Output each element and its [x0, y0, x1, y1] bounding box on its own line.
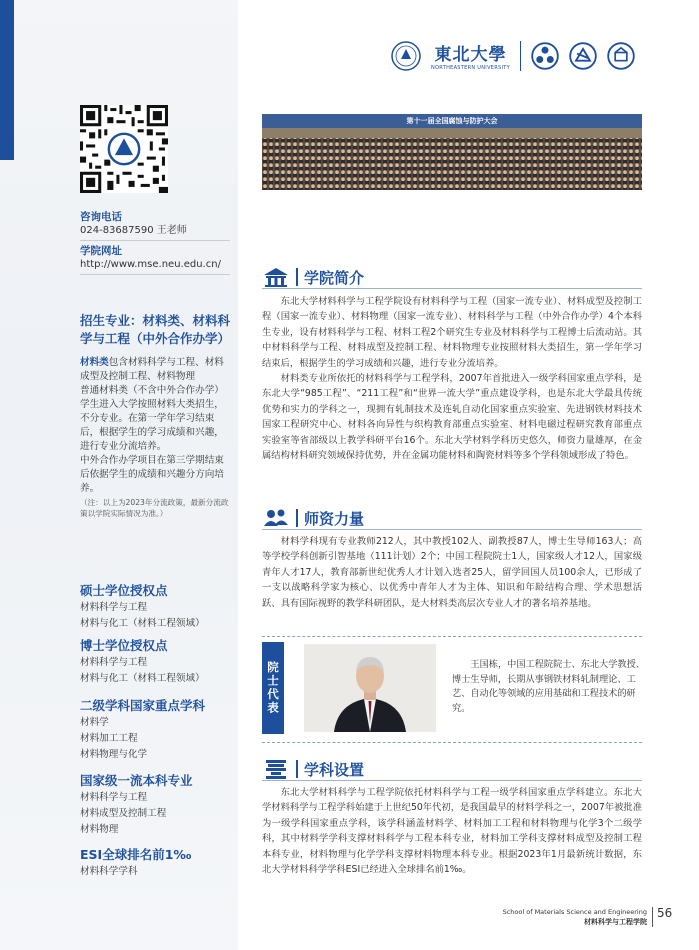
majors-lead: 材料类 — [80, 357, 109, 368]
list-item: 材料学 — [80, 717, 109, 728]
phd-section — [80, 637, 230, 687]
footer-school-cn: 材料科学与工程学院 — [584, 918, 647, 926]
first-class-section — [80, 772, 230, 838]
paragraph: 东北大学材料科学与工程学院依托材料科学与工程一级学科国家重点学科建立。东北大学材料科学与工程学科始建于上世纪50年代初，是我国最早的材料学科之一，2007年被批准为一级学科国家重点学科，该学科涵盖材料学、材料加工工程和材料物理与化学3个二级学科，其中材料学学科支撑材料科学与工程本科专业，材料加工学科支撑材料成型及控制工程本科专业，材料物理与化学学科支撑材料物理本科专业。根据2023年1月最新统计数据，东北大学材料科学学科ESI已经进入全球排名前1‰。 — [262, 787, 642, 876]
list-item: 材料物理 — [80, 824, 119, 835]
paragraph: 材料类专业所依托的材料科学与工程学科，2007年首批进入一级学科国家重点学科，是东北大学“985工程”、“211工程”和“世界一流大学”重点建设学科，也是东北大学最具传统优势和实力的学科之一，现拥有轧制技术及连轧自动化国家重点实验室、先进钢铁材料技术国家工程研究中心、材料各向异性与织构教育部重点实验室、材料电磁过程研究教育部重点实验室等省部级以上教学科研平台16个。东北大学材料学科历史悠久，师资力量雄厚，在金属结构材料研究领域保持优势，并在金属功能材料和陶瓷材料等多个学科领域形成了特色。 — [262, 373, 642, 462]
master-title: 硕士学位授权点 — [80, 583, 168, 598]
majors-text-2: 普通材料类（不含中外合作办学）学生进入大学按照材料大类招生，不分专业。在第一学年学习结束后，根据学生的学习成绩和兴趣，进行专业分流培养。 — [80, 385, 224, 452]
majors-text — [80, 356, 230, 384]
university-logo — [431, 40, 510, 71]
list-item: 材料科学学科 — [80, 866, 138, 877]
majors-text-3: 中外合作办学项目在第三学期结束后依据学生的成绩和兴趣分方向培养。 — [80, 455, 224, 494]
crest-logo-icon — [607, 42, 635, 70]
site-label: 学院网址 — [80, 245, 122, 257]
group-photo — [262, 114, 642, 190]
intro-heading — [262, 266, 364, 288]
university-name-en: NORTHEASTERN UNIVERSITY — [431, 65, 510, 71]
divider — [80, 274, 230, 275]
footer-school-en: School of Materials Science and Engineering — [502, 908, 647, 916]
divider — [80, 240, 230, 241]
discipline-heading — [262, 758, 364, 780]
esi-section — [80, 846, 230, 880]
heading-bar — [296, 509, 298, 527]
majors-note: （注：以上为2023年分流政策，最新分流政策以学院实际情况为准。） — [80, 498, 229, 518]
list-item: 材料物理与化学 — [80, 749, 148, 760]
list-item: 材料与化工（材料工程领域） — [80, 618, 205, 629]
academician-label: 院士代表 — [262, 642, 284, 734]
divider — [262, 636, 642, 637]
discipline-body — [262, 785, 642, 877]
divider — [262, 780, 642, 781]
university-name-cn: 東北大學 — [434, 45, 507, 65]
podium-icon — [262, 758, 290, 780]
academician-bio — [452, 658, 648, 716]
contact-block — [80, 210, 230, 278]
academician-portrait — [304, 644, 436, 732]
master-section — [80, 582, 230, 632]
school-building-icon — [262, 266, 290, 288]
paragraph: 东北大学材料科学与工程学院设有材料科学与工程（国家一流专业）、材料成型及控制工程（国家一流专业）、材料物理（国家一流专业）、材料科学与工程（中外合作办学）4个本科生专业，设有材料科学与工程、材料工程2个研究生专业及材料科学与工程博士后流动站。其中材料科学与工程、材料成型及控制工程、材料物理专业按照材料大类招生，第一学年学习结束后，根据学生的学习成绩和兴趣，进行专业分流培养。 — [262, 296, 642, 369]
divider — [520, 41, 521, 71]
qr-code[interactable] — [80, 105, 168, 193]
intro-title: 学院简介 — [304, 268, 365, 287]
heading-bar — [296, 268, 298, 286]
divider — [262, 529, 642, 530]
list-item: 材料成型及控制工程 — [80, 808, 167, 819]
phd-title: 博士学位授权点 — [80, 638, 168, 653]
header-logos — [391, 40, 635, 71]
divider — [262, 742, 642, 743]
divider — [262, 288, 642, 289]
faculty-body — [262, 534, 642, 611]
list-item: 材料科学与工程 — [80, 602, 148, 613]
paragraph: 材料学科现有专业教师212人，其中教授102人、副教授87人，博士生导师163人；高等学校学科创新引智基地（111计划）2个；中国工程院院士1人，国家级人才12人，国家级青年人才17人，教育部新世纪优秀人才计划入选者25人，留学回国人员100余人，已形成了一支以战略科学家为核心、以优秀中青年人才为主体、知识和年龄结构合理、学术思想活跃、具有国际视野的教学科研团队，是大材料类高层次专业人才的著名培养基地。 — [262, 536, 642, 609]
list-item: 材料加工工程 — [80, 733, 138, 744]
list-item: 材料科学与工程 — [80, 657, 148, 668]
page-number: 56 — [657, 906, 673, 920]
phone-label: 咨询电话 — [80, 211, 122, 223]
esi-title: ESI全球排名前1‰ — [80, 847, 192, 862]
intro-body — [262, 294, 642, 463]
divider — [652, 907, 653, 927]
sidebar-accent-bar — [0, 0, 14, 160]
majors-text-1: 包含材料科学与工程、材料成型及控制工程、材料物理 — [80, 357, 224, 382]
majors-section — [80, 312, 230, 519]
photo-banner: 第十一届全国腐蚀与防护大会 — [262, 114, 642, 128]
footer-school — [503, 907, 647, 928]
key-discipline-title: 二级学科国家重点学科 — [80, 698, 206, 713]
key-discipline-section — [80, 697, 230, 763]
steel-logo-icon — [569, 42, 597, 70]
academician-photo — [304, 644, 436, 732]
list-item: 材料科学与工程 — [80, 792, 148, 803]
majors-title: 招生专业：材料类、材料科学与工程（中外合作办学） — [80, 313, 231, 346]
university-seal-icon — [391, 41, 421, 71]
faculty-title: 师资力量 — [304, 509, 365, 528]
phone-value: 024-83687590 王老师 — [80, 225, 187, 236]
site-link[interactable]: http://www.mse.neu.edu.cn/ — [80, 259, 221, 270]
first-class-title: 国家级一流本科专业 — [80, 773, 193, 788]
discipline-title: 学科设置 — [304, 760, 365, 779]
paragraph: 王国栋，中国工程院院士、东北大学教授、博士生导师，长期从事钢铁材料轧制理论、工艺、自动化等领域的应用基础和工程技术的研究。 — [452, 659, 645, 714]
list-item: 材料与化工（材料工程领域） — [80, 673, 205, 684]
faculty-heading — [262, 507, 364, 529]
fan-logo-icon — [531, 42, 559, 70]
people-icon — [262, 507, 290, 529]
heading-bar — [296, 760, 298, 778]
